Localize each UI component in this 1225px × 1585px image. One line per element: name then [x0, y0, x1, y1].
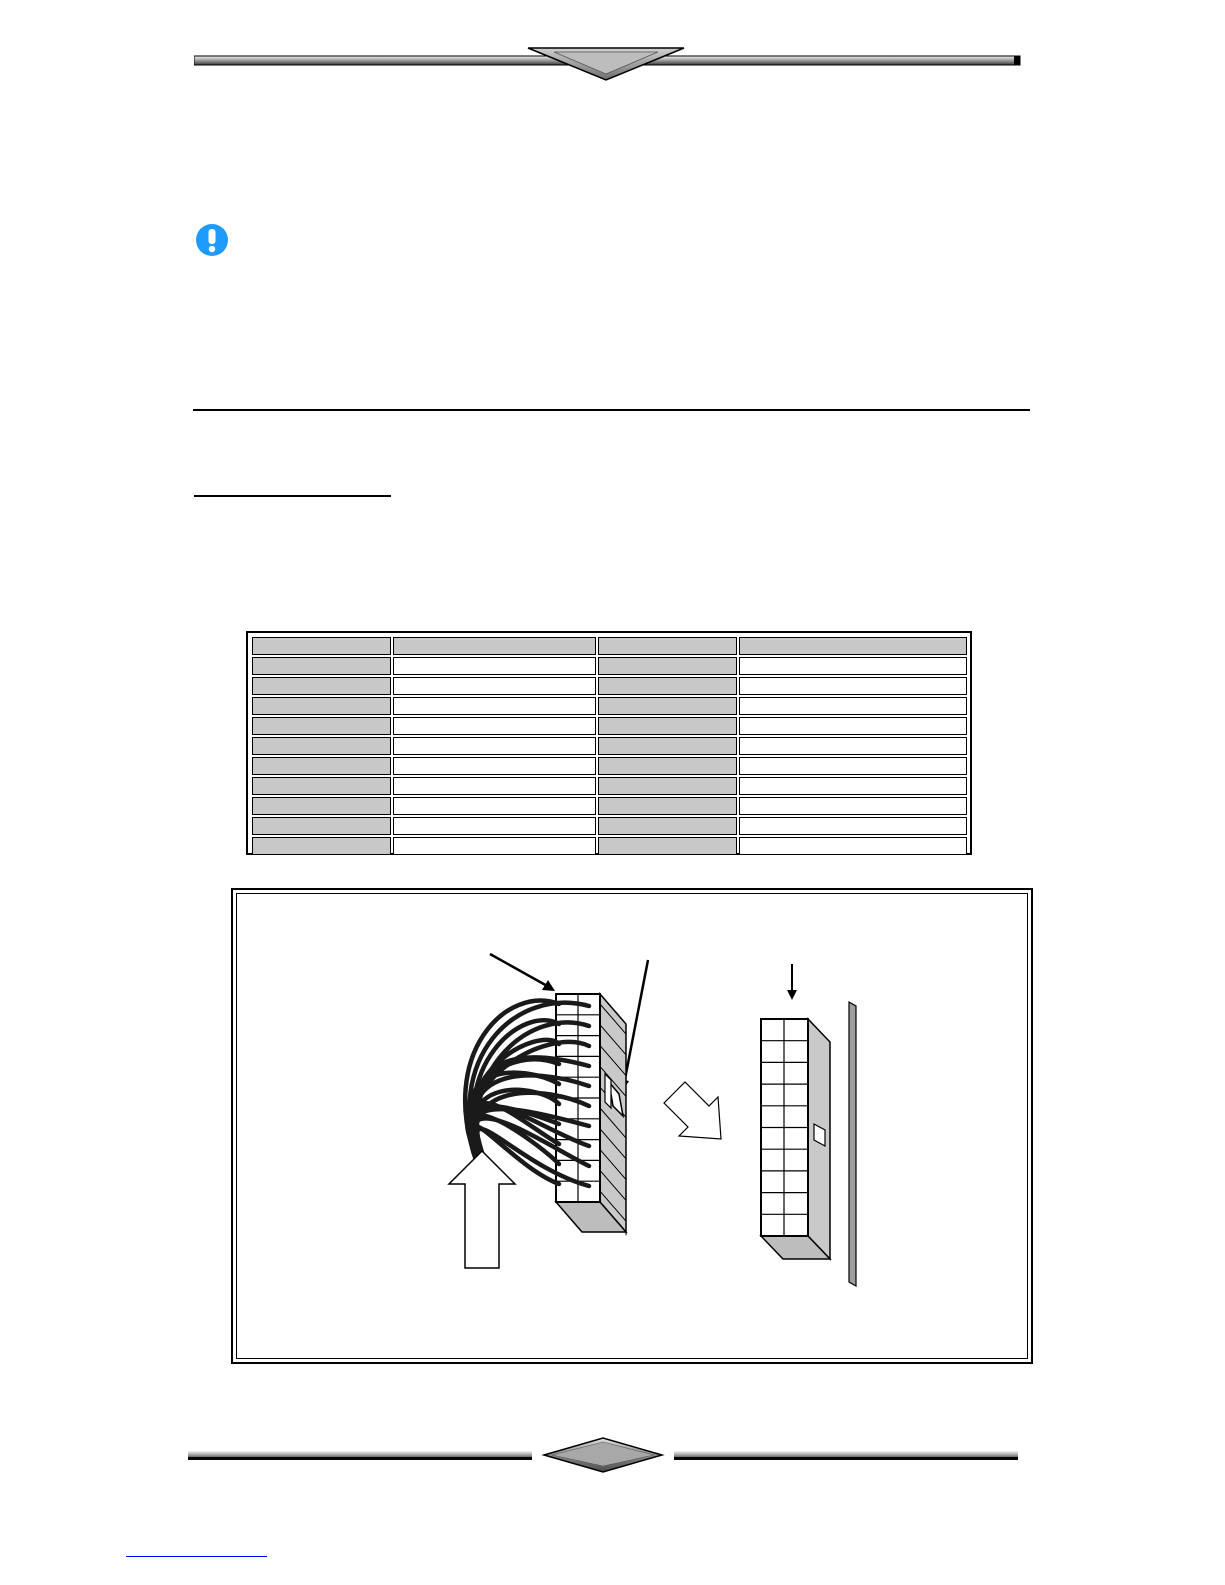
- pin-number-cell: [598, 757, 737, 775]
- pointer-arrow-connector: [490, 954, 555, 991]
- header-signal-right: [739, 637, 967, 655]
- pin-number-cell: [598, 697, 737, 715]
- signal-name-cell: [739, 817, 967, 835]
- table-row: [252, 697, 967, 715]
- signal-name-cell: [739, 737, 967, 755]
- motherboard-socket-illustration: [761, 1002, 856, 1286]
- pin-number-cell: [598, 717, 737, 735]
- signal-name-cell: [393, 817, 596, 835]
- signal-name-cell: [739, 777, 967, 795]
- exclamation-icon: [195, 223, 229, 257]
- pin-number-cell: [252, 757, 391, 775]
- signal-name-cell: [739, 717, 967, 735]
- pin-number-cell: [598, 677, 737, 695]
- connector-figure: [231, 888, 1033, 1364]
- signal-name-cell: [393, 757, 596, 775]
- signal-name-cell: [393, 737, 596, 755]
- signal-name-cell: [393, 777, 596, 795]
- footer-ornament: [186, 1436, 1020, 1476]
- signal-name-cell: [393, 717, 596, 735]
- signal-name-cell: [739, 797, 967, 815]
- table-row: [252, 837, 967, 855]
- signal-name-cell: [739, 657, 967, 675]
- table-row: [252, 817, 967, 835]
- pin-number-cell: [252, 837, 391, 855]
- signal-name-cell: [739, 677, 967, 695]
- link-underline: [126, 1556, 267, 1557]
- pin-number-cell: [252, 677, 391, 695]
- pin-number-cell: [598, 657, 737, 675]
- pin-assignment-table: [246, 631, 972, 855]
- pin-number-cell: [598, 837, 737, 855]
- signal-name-cell: [739, 837, 967, 855]
- pin-number-cell: [598, 737, 737, 755]
- section-divider: [193, 409, 1030, 411]
- connector-plug-illustration: [556, 994, 626, 1235]
- connector-diagram: [237, 894, 1031, 1362]
- heading-underline: [194, 495, 391, 497]
- pin-number-cell: [598, 777, 737, 795]
- pointer-arrow-socket: [787, 964, 797, 1000]
- header-ornament: [194, 44, 1030, 84]
- signal-name-cell: [393, 677, 596, 695]
- pin-number-cell: [252, 697, 391, 715]
- header-pin-left: [252, 637, 391, 655]
- signal-name-cell: [393, 697, 596, 715]
- pin-number-cell: [252, 737, 391, 755]
- table-row: [252, 797, 967, 815]
- pin-number-cell: [598, 817, 737, 835]
- pin-number-cell: [598, 797, 737, 815]
- insertion-arrow-icon: [449, 1151, 515, 1268]
- signal-name-cell: [393, 837, 596, 855]
- pin-number-cell: [252, 777, 391, 795]
- pin-number-cell: [252, 717, 391, 735]
- table-row: [252, 777, 967, 795]
- direction-arrow-icon: [664, 1082, 721, 1139]
- table-row: [252, 717, 967, 735]
- header-signal-left: [393, 637, 596, 655]
- signal-name-cell: [739, 757, 967, 775]
- signal-name-cell: [393, 797, 596, 815]
- table-row: [252, 737, 967, 755]
- pin-number-cell: [252, 817, 391, 835]
- header-pin-right: [598, 637, 737, 655]
- pin-number-cell: [252, 657, 391, 675]
- table-row: [252, 657, 967, 675]
- table-row: [252, 757, 967, 775]
- signal-name-cell: [393, 657, 596, 675]
- pin-number-cell: [252, 797, 391, 815]
- signal-name-cell: [739, 697, 967, 715]
- table-row: [252, 677, 967, 695]
- table-header-row: [252, 637, 967, 655]
